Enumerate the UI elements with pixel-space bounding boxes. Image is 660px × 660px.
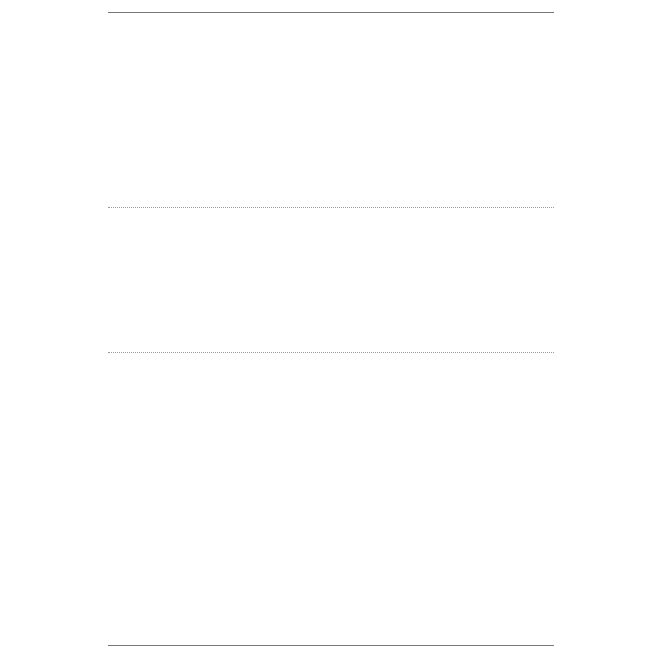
footer-rule [108, 645, 554, 646]
section-divider [108, 352, 554, 353]
gray-shapes [0, 400, 660, 490]
